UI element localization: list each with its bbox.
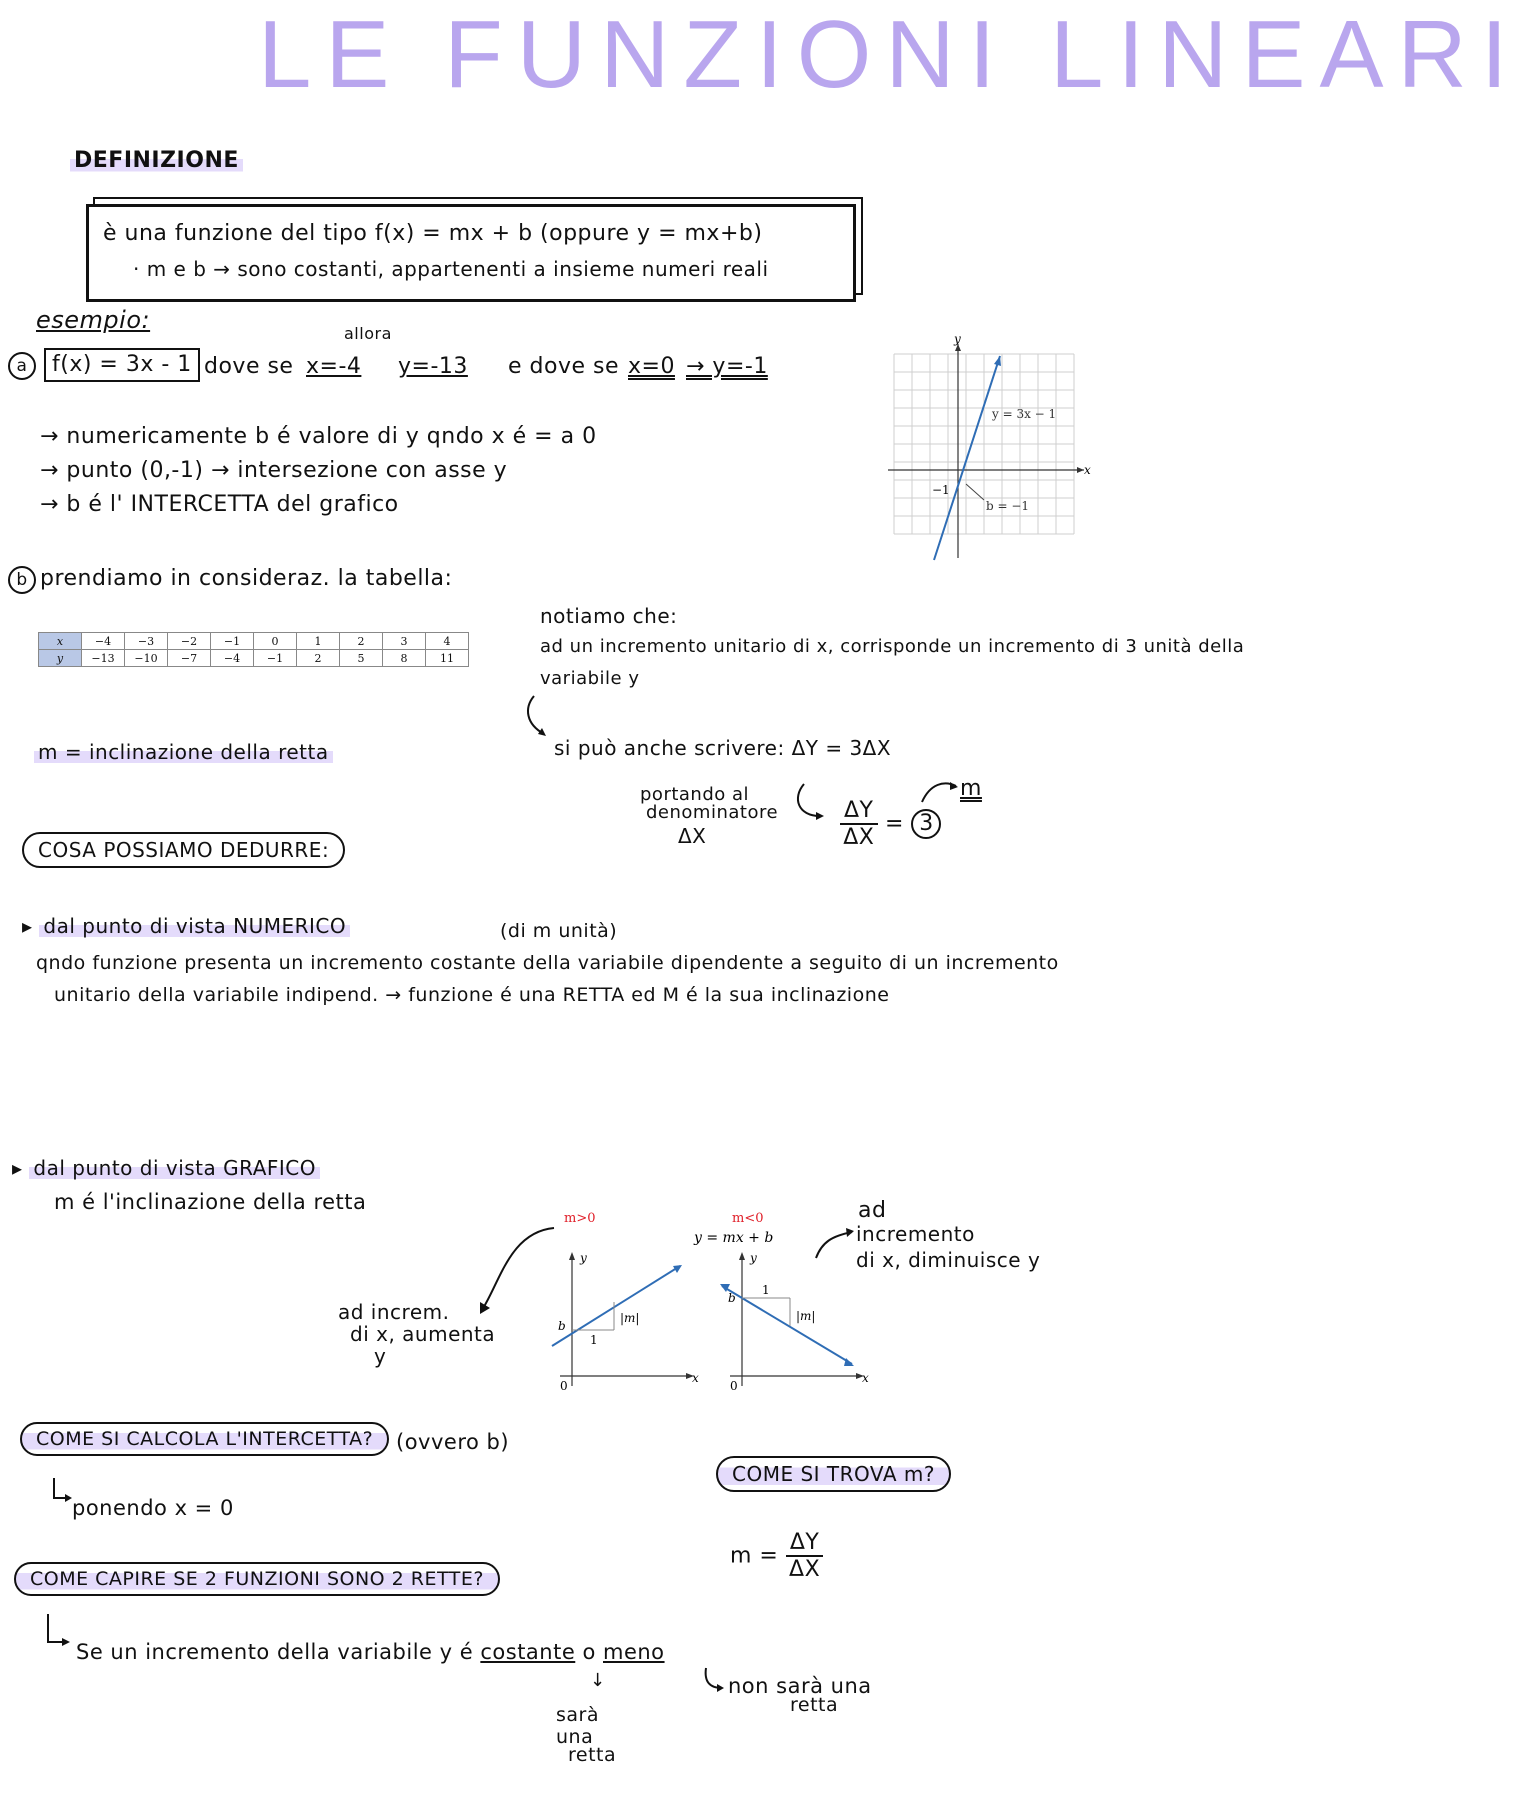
sara-2: una: [556, 1726, 594, 1748]
ad-incr-r-2: incremento: [856, 1222, 975, 1246]
o-word: o: [582, 1640, 596, 1664]
table-cell: −1: [254, 650, 297, 667]
bullet-intercetta: → b é l' INTERCETTA del grafico: [40, 492, 399, 517]
graph1-b-label: b = −1: [986, 499, 1030, 513]
non-sara-2: retta: [790, 1694, 839, 1716]
definition-line-1: è una funzione del tipo f(x) = mx + b (oppure y = mx+b): [103, 221, 763, 246]
capire-answer: Se un incremento della variabile y é costante o meno: [76, 1640, 665, 1664]
di-m-unita: (di m unità): [500, 920, 618, 942]
graph-neg-eq: y = mx + b: [694, 1230, 774, 1246]
graph1-grid: [894, 354, 1074, 534]
y-minus-one: → y=-1: [686, 354, 768, 379]
graph-pos-one: 1: [590, 1333, 598, 1347]
allora-label: allora: [344, 324, 392, 343]
arrow-to-m-icon: [920, 776, 960, 806]
sara-3: retta: [568, 1744, 617, 1766]
value-table: [38, 632, 469, 667]
ad-increm-1: ad increm.: [338, 1300, 450, 1324]
cosa-possiamo-dedurre-cloud: COSA POSSIAMO DEDURRE:: [22, 832, 345, 868]
table-cell: −1: [211, 633, 254, 650]
marker-b: b: [8, 566, 36, 594]
graph-neg-one: 1: [762, 1283, 770, 1297]
graph-pos-b: b: [558, 1319, 566, 1333]
m-formula-num: ΔY: [786, 1530, 824, 1557]
numerico-line-2: unitario della variabile indipend. → funzione é una RETTA ed M é la sua inclinazione: [54, 984, 890, 1006]
m-label: m: [960, 776, 982, 801]
graph-pos-y: y: [580, 1251, 587, 1265]
intercetta-arrow-icon: [50, 1476, 74, 1506]
non-sara: non sarà una: [728, 1674, 872, 1698]
meno-word: meno: [603, 1640, 665, 1664]
m-inclinazione: m = inclinazione della retta: [34, 740, 333, 764]
marker-a: a: [8, 352, 36, 380]
table-cell: 5: [340, 650, 383, 667]
table-cell: 2: [297, 650, 340, 667]
m-formula: [730, 1530, 823, 1582]
x-zero: x=0: [628, 354, 675, 379]
graph-neg-zero: 0: [730, 1379, 738, 1393]
table-cell: −13: [82, 650, 125, 667]
graph1-minus1: −1: [932, 483, 950, 497]
curved-arrow-icon: [522, 694, 552, 744]
table-cell: 2: [340, 633, 383, 650]
fraction-dy-dx: $\frac{\Delta Y}{\Delta X}$ = 3: [840, 798, 941, 850]
graph-y-3x-1: [884, 334, 1094, 564]
notiamo-line-3: variabile y: [540, 668, 640, 689]
grafico-heading: ▸ dal punto di vista GRAFICO: [12, 1156, 320, 1180]
table-cell: −10: [125, 650, 168, 667]
definition-line-2: · m e b → sono costanti, appartenenti a insieme numeri reali: [133, 257, 769, 281]
example-formula: f(x) = 3x - 1: [44, 348, 200, 382]
graph-pos-zero: 0: [560, 1379, 568, 1393]
graph1-x-arrow: [1077, 467, 1084, 473]
table-cell: 3: [383, 633, 426, 650]
si-puo-scrivere: si può anche scrivere: ΔY = 3ΔX: [554, 736, 892, 760]
graph1-x-label: x: [1084, 463, 1091, 477]
graph-pos-m: |m|: [620, 1311, 640, 1325]
graph1-line-arrow: [994, 356, 1001, 366]
fraction-den: ΔX: [843, 825, 875, 850]
numerico-heading: ▸ dal punto di vista NUMERICO: [22, 914, 350, 938]
notiamo-heading: notiamo che:: [540, 604, 678, 628]
graph-positive-slope: [540, 1206, 700, 1406]
graph-neg-m: |m|: [796, 1309, 816, 1323]
meno-arrow-icon: [702, 1666, 728, 1696]
y-value: y=-13: [398, 354, 468, 379]
table-cell: −4: [211, 650, 254, 667]
trova-m-question-cloud: COME SI TROVA m?: [716, 1456, 951, 1492]
down-arrow-icon: ↓: [590, 1670, 606, 1691]
notiamo-line-2: ad un incremento unitario di x, corrisponde un incremento di 3 unità della: [540, 636, 1245, 657]
capire-arrow-icon: [44, 1612, 74, 1652]
definizione-heading: DEFINIZIONE: [70, 148, 243, 173]
graph-neg-label: m<0: [732, 1211, 764, 1226]
x-value: x=-4: [306, 354, 362, 379]
graph-pos-line: [552, 1266, 680, 1346]
grafico-line-1: m é l'inclinazione della retta: [54, 1190, 367, 1214]
bullet-punto: → punto (0,-1) → intersezione con asse y: [40, 458, 508, 483]
graph-negative-slope: [690, 1206, 880, 1406]
ad-incr-r-1: ad: [858, 1198, 887, 1223]
dove-se-1: dove se: [204, 354, 294, 379]
ovvero-b: (ovvero b): [396, 1430, 510, 1454]
sara-1: sarà: [556, 1704, 599, 1726]
bullet-numericamente: → numericamente b é valore di y qndo x é = a 0: [40, 424, 597, 449]
table-cell: −3: [125, 633, 168, 650]
table-cell: 0: [254, 633, 297, 650]
ad-incr-r-3: di x, diminuisce y: [856, 1248, 1041, 1272]
table-row-y: [39, 650, 469, 667]
m-equals: m =: [730, 1543, 779, 1569]
table-cell: −4: [82, 633, 125, 650]
table-cell: 8: [383, 650, 426, 667]
graph1-line-label: y = 3x − 1: [992, 407, 1057, 421]
ad-increm-3: y: [374, 1344, 387, 1368]
e-dove-se: e dove se: [508, 354, 619, 379]
table-cell: 1: [297, 633, 340, 650]
ad-increm-2: di x, aumenta: [350, 1322, 496, 1346]
intercetta-question-cloud: COME SI CALCOLA L'INTERCETTA?: [20, 1422, 389, 1456]
ponendo-x-0: ponendo x = 0: [72, 1496, 234, 1520]
graph-pos-label: m>0: [564, 1211, 596, 1226]
portando-1: portando al: [640, 784, 750, 805]
table-row-label: y: [39, 650, 82, 667]
graph-neg-y: y: [750, 1251, 757, 1265]
definition-box: [86, 204, 856, 302]
costante-word: costante: [480, 1640, 576, 1664]
circled-three: 3: [911, 809, 941, 839]
parte-b-text: prendiamo in consideraz. la tabella:: [40, 566, 453, 591]
table-row-x: [39, 633, 469, 650]
esempio-label: esempio:: [36, 306, 151, 334]
table-cell: −2: [168, 633, 211, 650]
page-title: LE FUNZIONI LINEARI: [258, 1, 1522, 108]
graph-neg-b: b: [728, 1291, 736, 1305]
graph1-y-label: y: [954, 332, 961, 346]
table-cell: −7: [168, 650, 211, 667]
table-cell: 11: [426, 650, 469, 667]
table-cell: 4: [426, 633, 469, 650]
numerico-line-1: qndo funzione presenta un incremento costante della variabile dipendente a seguito di un incremento: [36, 952, 1059, 974]
portando-arrow-icon: [790, 782, 830, 832]
fraction-num: ΔY: [840, 798, 878, 825]
m-formula-den: ΔX: [789, 1557, 821, 1582]
graph-neg-x: x: [862, 1371, 869, 1385]
portando-dx: ΔX: [678, 824, 707, 848]
graph1-line: [934, 356, 1000, 560]
table-row-label: x: [39, 633, 82, 650]
graph-pos-x: x: [692, 1371, 699, 1385]
portando-2: denominatore: [646, 802, 779, 823]
capire-question-cloud: COME CAPIRE SE 2 FUNZIONI SONO 2 RETTE?: [14, 1562, 500, 1596]
